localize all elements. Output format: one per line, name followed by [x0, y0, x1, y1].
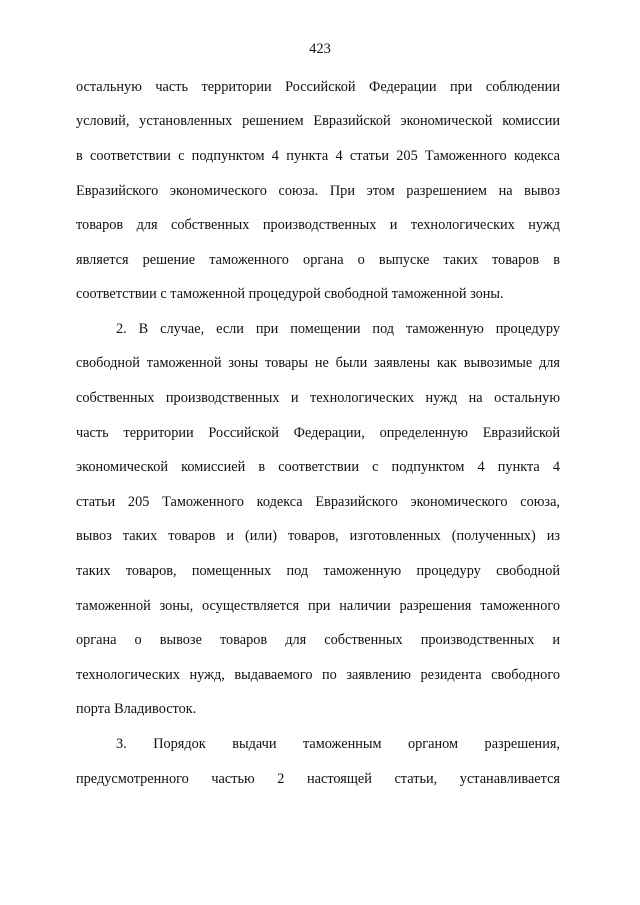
page-number: 423 — [309, 41, 331, 57]
text-line: технологических нужд, выдаваемого по заявлению резидента свободного — [76, 667, 560, 683]
text-line: соответствии с таможенной процедурой свободной таможенной зоны. — [76, 286, 504, 302]
text-line: органа о вывозе товаров для собственных производственных и — [76, 632, 560, 648]
text-line: порта Владивосток. — [76, 701, 197, 717]
text-line: таких товаров, помещенных под таможенную процедуру свободной — [76, 563, 560, 579]
text-line: товаров для собственных производственных и технологических нужд — [76, 217, 560, 233]
text-line: предусмотренного частью 2 настоящей статьи, устанавливается — [76, 771, 560, 787]
text-line: вывоз таких товаров и (или) товаров, изготовленных (полученных) из — [76, 528, 560, 544]
text-line: свободной таможенной зоны товары не были заявлены как вывозимые для — [76, 355, 560, 371]
text-line: статьи 205 Таможенного кодекса Евразийского экономического союза, — [76, 494, 560, 510]
text-line: Евразийского экономического союза. При этом разрешением на вывоз — [76, 183, 560, 199]
text-line: условий, установленных решением Евразийской экономической комиссии — [76, 113, 560, 129]
text-line: собственных производственных и технологических нужд на остальную — [76, 390, 560, 406]
paragraph-start-line: 2. В случае, если при помещении под таможенную процедуру — [116, 321, 560, 337]
text-line: таможенной зоны, осуществляется при наличии разрешения таможенного — [76, 598, 560, 614]
text-line: является решение таможенного органа о выпуске таких товаров в — [76, 252, 560, 268]
text-line: в соответствии с подпунктом 4 пункта 4 статьи 205 Таможенного кодекса — [76, 148, 560, 164]
text-line: часть территории Российской Федерации, определенную Евразийской — [76, 425, 560, 441]
text-line: экономической комиссией в соответствии с подпунктом 4 пункта 4 — [76, 459, 560, 475]
text-line: остальную часть территории Российской Федерации при соблюдении — [76, 79, 560, 95]
paragraph-start-line: 3. Порядок выдачи таможенным органом разрешения, — [116, 736, 560, 752]
